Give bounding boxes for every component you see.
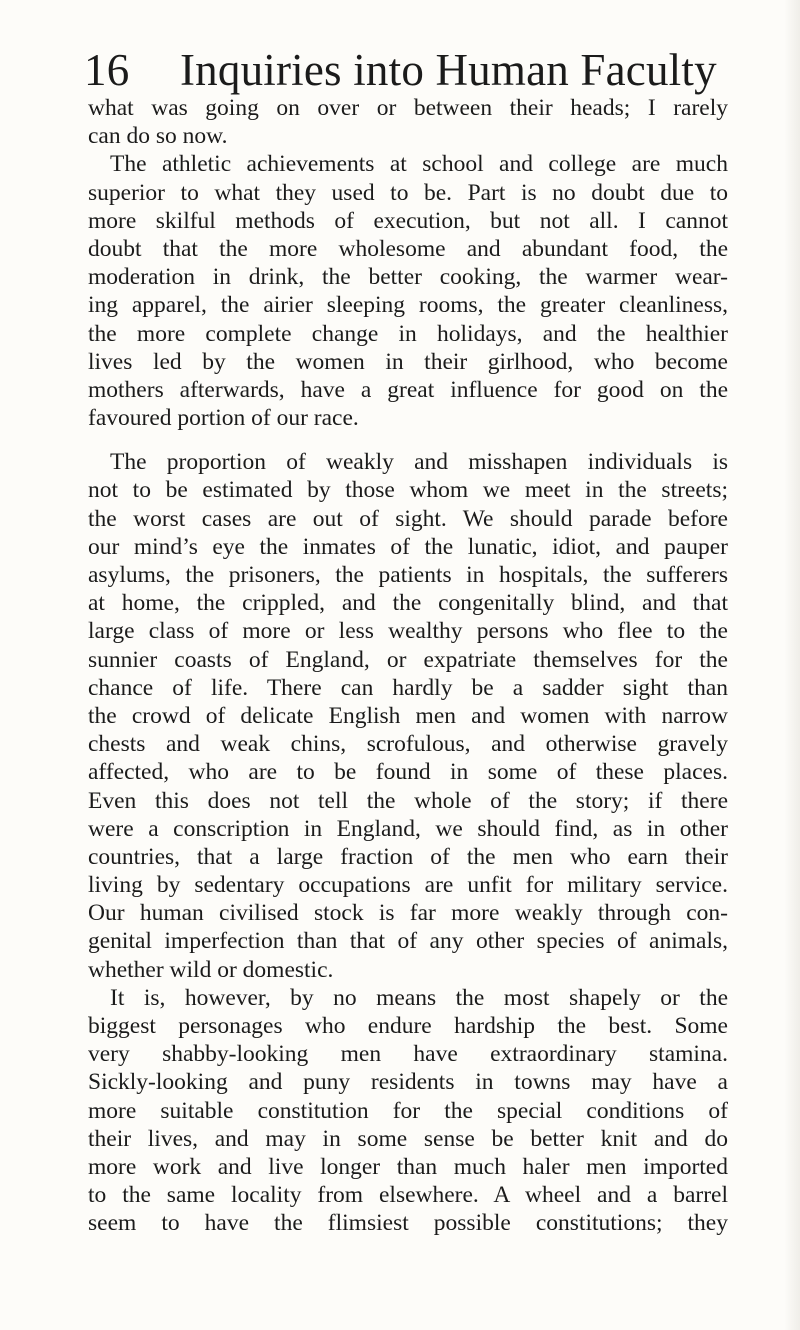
text-line: favoured portion of our race. <box>88 405 359 432</box>
text-line: the worst cases are out of sight. We should parade before <box>88 505 728 532</box>
text-line: more work and live longer than much haler men imported <box>88 1153 728 1180</box>
text-line: the crowd of delicate English men and women with narrow <box>88 702 728 729</box>
running-head <box>0 32 800 102</box>
page-title: Inquiries into Human Faculty <box>180 45 717 95</box>
text-line: to the same locality from elsewhere. A wheel and a barrel <box>88 1182 728 1209</box>
text-line: mothers afterwards, have a great influence for good on the <box>88 376 728 403</box>
text-line: Our human civilised stock is far more weakly through con- <box>88 900 728 927</box>
text-line: the more complete change in holidays, and the healthier <box>88 320 728 347</box>
page-edge-shadow <box>784 0 800 1330</box>
text-line: lives led by the women in their girlhood, who become <box>88 348 728 375</box>
text-line: can do so now. <box>88 123 228 150</box>
text-line: sunnier coasts of England, or expatriate themselves for the <box>88 646 728 673</box>
text-line: genital imperfection than that of any other species of animals, <box>88 928 728 955</box>
text-line: not to be estimated by those whom we meet in the streets; <box>88 477 728 504</box>
text-line: more skilful methods of execution, but not all. I cannot <box>88 207 728 234</box>
text-line: moderation in drink, the better cooking, the warmer wear- <box>88 264 728 291</box>
text-line: biggest personages who endure hardship the best. Some <box>88 1013 728 1039</box>
text-line: chance of life. There can hardly be a sadder sight than <box>88 674 728 701</box>
paragraph-3 <box>88 448 728 984</box>
text-line: very shabby-looking men have extraordinary stamina. <box>88 1041 728 1068</box>
text-line: Even this does not tell the whole of the story; if there <box>88 787 728 814</box>
paragraph-1 <box>88 94 728 150</box>
text-line: what was going on over or between their heads; I rarely <box>88 95 728 121</box>
text-line: countries, that a large fraction of the men who earn their <box>88 843 728 870</box>
text-line: living by sedentary occupations are unfit for military service. <box>88 872 728 899</box>
text-line: asylums, the prisoners, the patients in hospitals, the sufferers <box>88 562 728 588</box>
text-line: superior to what they used to be. Part is no doubt due to <box>88 179 728 206</box>
text-line: seem to have the flimsiest possible constitutions; they <box>88 1210 728 1237</box>
text-line: were a conscription in England, we should find, as in other <box>88 815 728 842</box>
text-line: affected, who are to be found in some of these places. <box>88 759 728 786</box>
text-line: our mind’s eye the inmates of the lunatic, idiot, and pauper <box>88 533 728 560</box>
text-line: chests and weak chins, scrofulous, and otherwise gravely <box>88 731 728 758</box>
text-line: whether wild or domestic. <box>88 956 334 983</box>
text-line: more suitable constitution for the special conditions of <box>88 1097 728 1124</box>
paragraph-4 <box>88 984 728 1238</box>
text-line: large class of more or less wealthy persons who flee to the <box>88 618 728 645</box>
page-number: 16 <box>84 45 130 95</box>
paragraph-2 <box>88 150 728 432</box>
text-line: ing apparel, the airier sleeping rooms, the greater cleanliness, <box>88 292 728 319</box>
text-line: It is, however, by no means the most shapely or the <box>110 984 728 1011</box>
text-line: The athletic achievements at school and college are much <box>110 151 728 178</box>
paragraph-gap <box>88 432 728 448</box>
text-line: their lives, and may in some sense be better knit and do <box>88 1125 728 1152</box>
text-line: doubt that the more wholesome and abundant food, the <box>88 235 728 262</box>
text-line: at home, the crippled, and the congenitally blind, and that <box>88 590 728 617</box>
body-text <box>88 94 728 1238</box>
text-line: The proportion of weakly and misshapen individuals is <box>110 449 728 476</box>
text-line: Sickly-looking and puny residents in towns may have a <box>88 1069 728 1096</box>
